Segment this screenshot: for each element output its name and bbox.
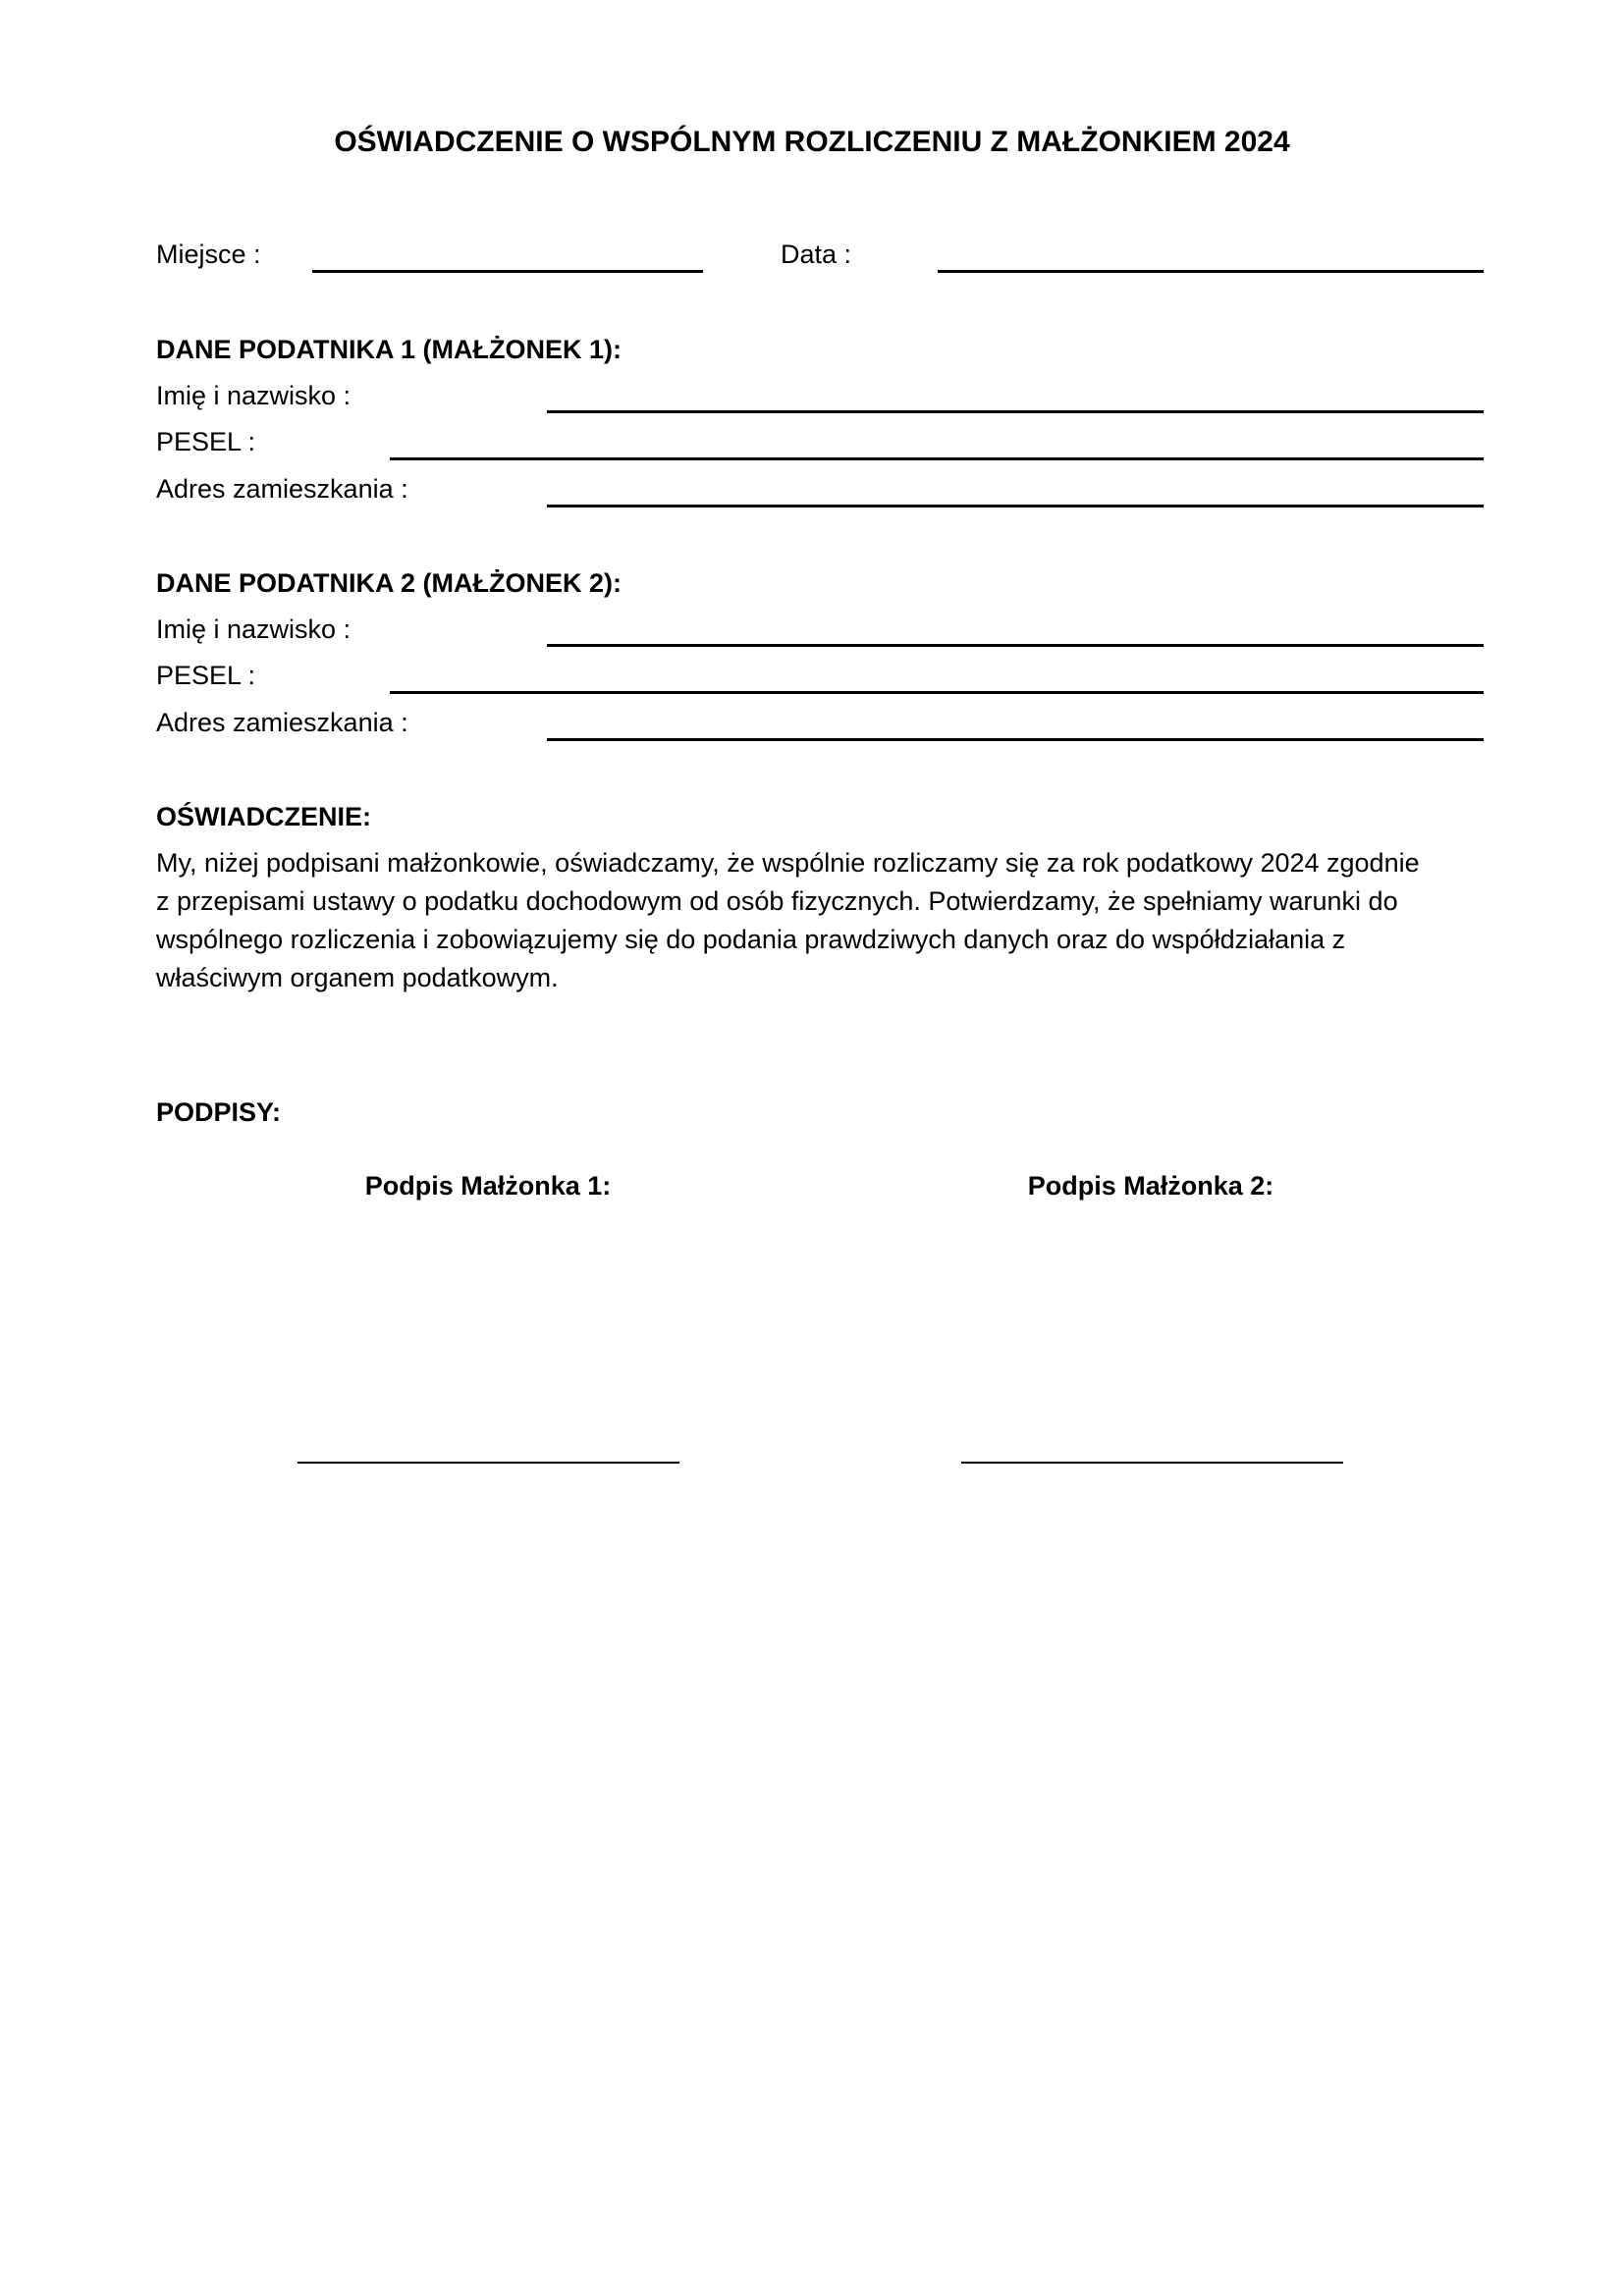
spouse2-signature-label: Podpis Małżonka 2: [1027,1171,1274,1201]
declaration-line: My, niżej podpisani małżonkowie, oświadczamy, że wspólnie rozliczamy się za rok podatkowy 2024 zgodnie [156,848,1420,878]
place-input-line[interactable] [312,270,703,273]
taxpayer2-pesel-input-line[interactable] [390,691,1484,694]
taxpayer2-address-input-line[interactable] [547,738,1484,741]
signatures-heading: PODPISY: [156,1097,282,1127]
taxpayer2-heading: DANE PODATNIKA 2 (MAŁŻONEK 2): [156,568,622,598]
spouse1-signature-line[interactable] [298,1462,679,1464]
date-label: Data : [781,240,852,269]
taxpayer2-name-label: Imię i nazwisko : [156,614,352,644]
declaration-line: z przepisami ustawy o podatku dochodowym od osób fizycznych. Potwierdzamy, że spełniamy warunki do [156,886,1398,916]
taxpayer1-address-label: Adres zamieszkania : [156,474,408,504]
declaration-paragraph [156,844,1511,997]
taxpayer1-name-label: Imię i nazwisko : [156,381,352,410]
taxpayer1-pesel-input-line[interactable] [390,457,1484,460]
spouse1-signature-label: Podpis Małżonka 1: [364,1171,612,1201]
spouse2-signature-line[interactable] [961,1462,1343,1464]
declaration-line: właściwym organem podatkowym. [156,963,559,992]
taxpayer2-address-label: Adres zamieszkania : [156,708,408,737]
date-input-line[interactable] [938,270,1484,273]
taxpayer1-address-input-line[interactable] [547,505,1484,507]
taxpayer1-pesel-label: PESEL : [156,427,256,456]
taxpayer1-heading: DANE PODATNIKA 1 (MAŁŻONEK 1): [156,335,622,364]
taxpayer2-pesel-label: PESEL : [156,661,256,690]
place-label: Miejsce : [156,240,261,269]
declaration-heading: OŚWIADCZENIE: [156,802,371,831]
taxpayer1-name-input-line[interactable] [547,410,1484,413]
taxpayer2-name-input-line[interactable] [547,644,1484,647]
document-title: OŚWIADCZENIE O WSPÓLNYM ROZLICZENIU Z MAŁŻONKIEM 2024 [334,126,1290,158]
declaration-line: wspólnego rozliczenia i zobowiązujemy się do podania prawdziwych danych oraz do współdziałania z [156,925,1346,954]
